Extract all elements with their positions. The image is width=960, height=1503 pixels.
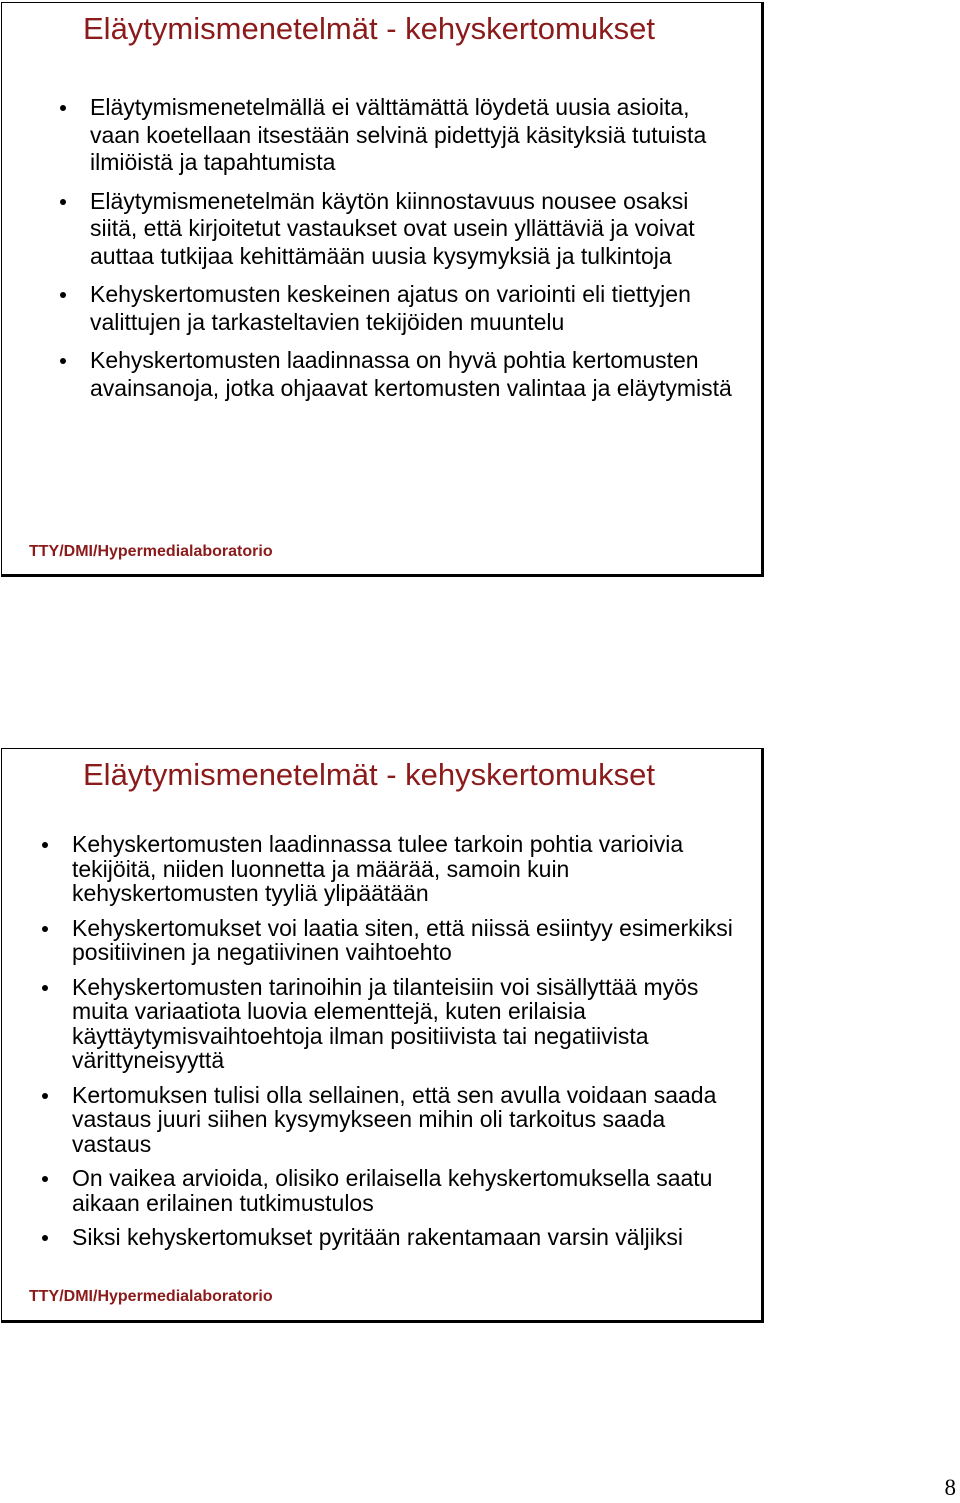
slide-title: Eläytymismenetelmät - kehyskertomukset	[83, 11, 655, 46]
slide-title: Eläytymismenetelmät - kehyskertomukset	[83, 757, 655, 792]
bullet-icon	[42, 1235, 48, 1241]
bullet-icon	[60, 105, 66, 111]
bullet-item	[42, 1083, 742, 1157]
page-number: 8	[944, 1475, 956, 1500]
bullet-icon	[60, 199, 66, 205]
bullet-text: Siksi kehyskertomukset pyritään rakentamaan varsin väljiksi	[72, 1224, 684, 1250]
bullet-text: Kehyskertomusten keskeinen ajatus on variointi eli tiettyjen valittujen ja tarkasteltavien tekijöiden muuntelu	[90, 281, 691, 335]
bullet-item	[42, 1225, 742, 1250]
slide-footer: TTY/DMI/Hypermedialaboratorio	[29, 543, 273, 560]
slide-footer: TTY/DMI/Hypermedialaboratorio	[29, 1288, 273, 1305]
bullet-text: Kertomuksen tulisi olla sellainen, että sen avulla voidaan saada vastaus juuri siihen kysymykseen mihin oli tarkoitus saada vastaus	[72, 1081, 717, 1157]
slide-1	[1, 2, 764, 577]
bullet-icon	[42, 1176, 48, 1182]
bullet-list	[42, 832, 742, 1260]
bullet-text: Eläytymismenetelmällä ei välttämättä löydetä uusia asioita, vaan koetellaan itsestään selvinä pidettyjä käsityksiä tutuista ilmiöistä ja tapahtumista	[90, 94, 707, 175]
bullet-text: Eläytymismenetelmän käytön kiinnostavuus nousee osaksi siitä, että kirjoitetut vastaukset ovat usein yllättäviä ja voivat auttaa tutkijaa kehittämään uusia kysymyksiä ja tulkintoja	[90, 187, 695, 269]
bullet-item	[42, 916, 742, 965]
bullet-text: Kehyskertomusten laadinnassa on hyvä pohtia kertomusten avainsanoja, jotka ohjaavat kertomusten valintaa ja eläytymistä	[90, 347, 732, 401]
slide-2	[1, 748, 764, 1323]
bullet-text: Kehyskertomukset voi laatia siten, että niissä esiintyy esimerkiksi positiivinen ja negatiivinen vaihtoehto	[72, 914, 733, 965]
bullet-item	[42, 1166, 742, 1215]
bullet-item	[42, 975, 742, 1073]
bullet-list	[60, 94, 740, 413]
bullet-item	[42, 832, 742, 906]
bullet-icon	[42, 985, 48, 991]
bullet-icon	[60, 292, 66, 298]
bullet-item	[60, 188, 740, 271]
bullet-item	[60, 347, 740, 402]
bullet-text: Kehyskertomusten laadinnassa tulee tarkoin pohtia varioivia tekijöitä, niiden luonnetta ja määrää, samoin kuin kehyskertomusten tyyliä ylipäätään	[72, 831, 684, 906]
bullet-text: Kehyskertomusten tarinoihin ja tilanteisiin voi sisällyttää myös muita variaatiota luovia elementtejä, kuten erilaisia käyttäytymisvaihtoehtoja ilman positiivista tai negatiivista värittyneisyyttä	[72, 973, 699, 1073]
bullet-icon	[60, 358, 66, 364]
bullet-item	[60, 94, 740, 177]
bullet-icon	[42, 842, 48, 848]
bullet-text: On vaikea arvioida, olisiko erilaisella kehyskertomuksella saatu aikaan erilainen tutkimustulos	[72, 1165, 713, 1216]
bullet-icon	[42, 1093, 48, 1099]
bullet-icon	[42, 926, 48, 932]
bullet-item	[60, 281, 740, 336]
